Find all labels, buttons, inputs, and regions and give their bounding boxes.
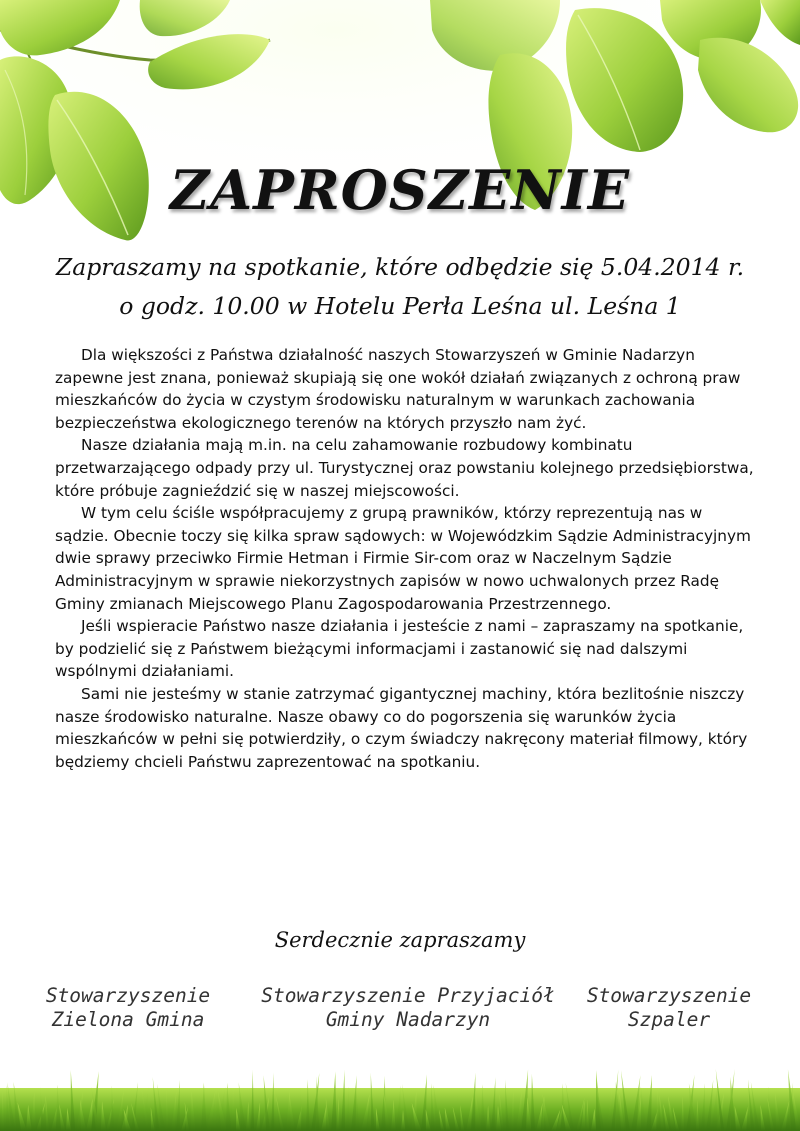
signature-line: Szpaler: [627, 1008, 711, 1031]
signature-line: Gminy Nadarzyn: [325, 1008, 491, 1031]
signature-line: Zielona Gmina: [51, 1008, 205, 1031]
body-paragraph-1: Dla większości z Państwa działalność naszych Stowarzyszeń w Gminie Nadarzyn zapewne jest znana, ponieważ skupiają się one wokół działań związanych z ochroną praw mieszkańców do życia w czystym środowisku naturalnym w warunkach zachowania bezpieczeństwa ekologicznego terenów na których przyszło nam żyć.: [55, 346, 741, 432]
meeting-details-line-1: Zapraszamy na spotkanie, które odbędzie się 5.04.2014 r.: [55, 253, 745, 281]
body-paragraph-3: W tym celu ściśle współpracujemy z grupą prawników, którzy reprezentują nas w sądzie. Obecnie toczy się kilka spraw sądowych: w Wojewódzkim Sądzie Administracyjnym dwie sprawy przeciwko Firmie Hetman i Firmie Sir-com oraz w Naczelnym Sądzie Administracyjnym w sprawie niekorzystnych zapisów w nowo uchwalonych przez Radę Gminy zmianach Miejscowego Planu Zagospodarowania Przestrzennego.: [55, 504, 751, 613]
signature-zielona-gmina: [28, 984, 228, 1032]
body-paragraph-2: Nasze działania mają m.in. na celu zahamowanie rozbudowy kombinatu przetwarzającego odpady przy ul. Turystycznej oraz powstaniu kolejnego przedsiębiorstwa, które próbuje zagnieździć się w naszej miejscowości.: [55, 436, 754, 500]
closing-greeting: Serdecznie zapraszamy: [274, 928, 526, 952]
meeting-details: [30, 248, 770, 326]
body-paragraph-4: Jeśli wspieracie Państwo nasze działania i jesteście z nami – zapraszamy na spotkanie, by podzielić się z Państwem bieżącymi informacjami i zastanowić się nad dalszymi wspólnymi działaniami.: [55, 617, 744, 681]
signature-przyjaciol-gminy-nadarzyn: [248, 984, 568, 1032]
invitation-body: [55, 344, 755, 773]
body-paragraph-5: Sami nie jesteśmy w stanie zatrzymać gigantycznej machiny, która bezlitośnie niszczy nasze środowisko naturalne. Nasze obawy co do pogorszenia się warunków życia mieszkańców w pełni się potwierdziły, o czym świadczy nakręcony materiał filmowy, który będziemy chcieli Państwu zaprezentować na spotkaniu.: [55, 684, 748, 771]
invitation-title: ZAPROSZENIE: [169, 158, 631, 222]
signature-line: Stowarzyszenie: [45, 984, 211, 1007]
signature-line: Stowarzyszenie: [586, 984, 752, 1007]
signature-szpaler: [574, 984, 764, 1032]
signature-line: Stowarzyszenie Przyjaciół: [261, 984, 555, 1007]
meeting-details-line-2: o godz. 10.00 w Hotelu Perła Leśna ul. Leśna 1: [119, 292, 681, 320]
